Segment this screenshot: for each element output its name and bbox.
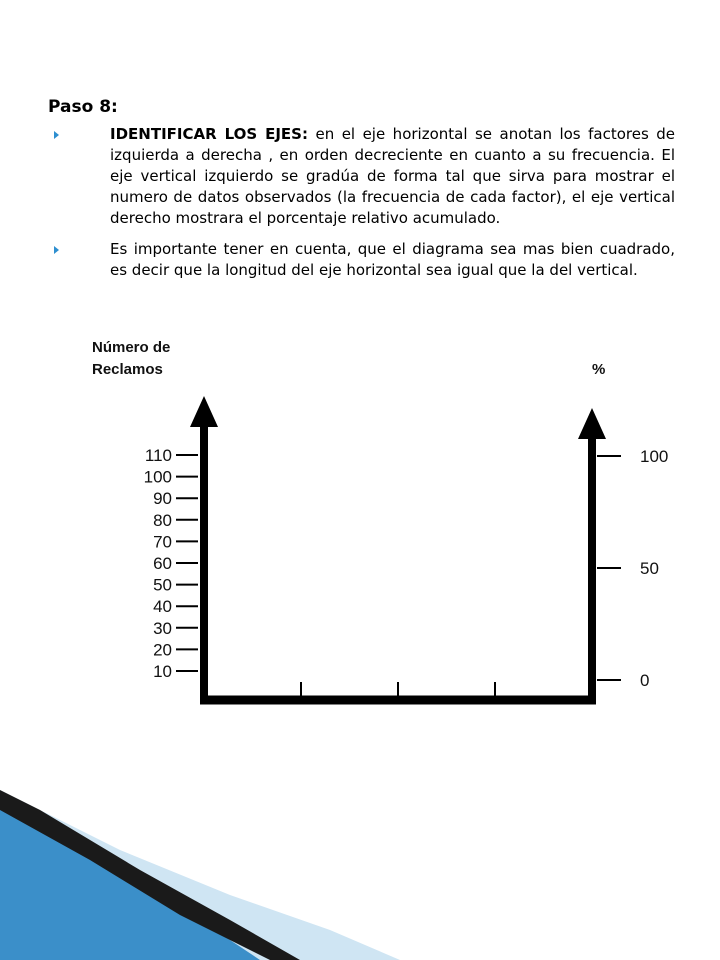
left-axis-tick-label: 100 [143, 467, 172, 487]
bullet-text: Es importante tener en cuenta, que el diagrama sea mas bien cuadrado, es decir que la longitud del eje horizontal sea igual que la del vertical. [110, 240, 675, 279]
left-axis-tick-label: 110 [144, 446, 172, 465]
right-axis-tick-label: 0 [640, 671, 650, 690]
left-axis-tick-label: 60 [153, 554, 172, 573]
step-heading: Paso 8: [48, 97, 118, 117]
left-axis-title-line1: Número de [92, 339, 171, 356]
left-axis-tick-label: 50 [153, 575, 172, 595]
right-axis-title: % [592, 361, 606, 378]
right-axis-tick-label: 100 [640, 447, 669, 466]
left-axis-tick-label: 40 [153, 597, 172, 617]
left-axis-tick-label: 80 [153, 510, 172, 530]
right-axis-tick-label: 50 [640, 559, 659, 578]
left-axis-tick-label: 90 [153, 489, 172, 509]
left-axis-tick-label: 20 [153, 640, 172, 660]
left-axis-tick-label: 70 [153, 532, 172, 552]
bullet-text: en el eje horizontal se anotan los factores de izquierda a derecha , en orden decreciente en cuanto a su frecuencia. El eje vertical izquierdo se gradúa de forma tal que sirva para mostrar el numero de datos observados (la frecuencia de cada factor), el eje vertical derecho mostrara el porcentaje relativo acumulado. [110, 125, 675, 227]
bullet-lead: IDENTIFICAR LOS EJES: [110, 125, 308, 143]
left-axis-title-line2: Reclamos [92, 361, 163, 378]
left-axis-tick-label: 10 [153, 662, 172, 681]
left-axis-tick-label: 30 [153, 618, 172, 638]
